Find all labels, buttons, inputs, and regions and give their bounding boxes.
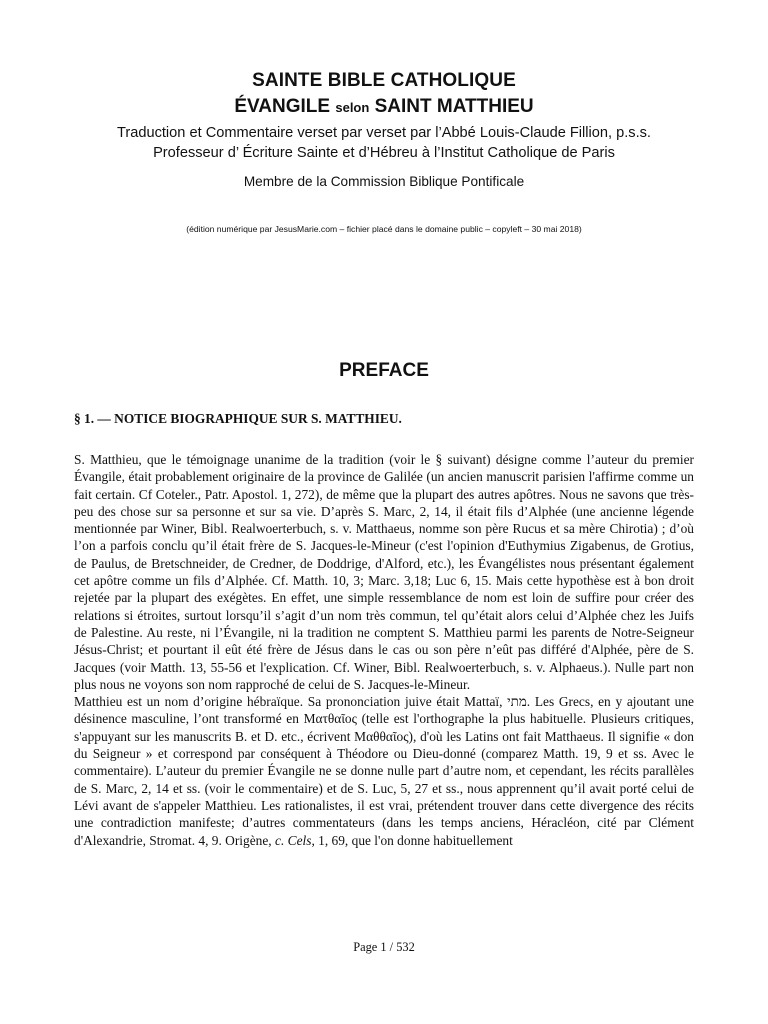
gospel-title-part1: ÉVANGILE (234, 96, 331, 117)
translator-line: Traduction et Commentaire verset par verset par l’Abbé Louis-Claude Fillion, p.s.s. (117, 125, 651, 141)
section-title: § 1. — NOTICE BIOGRAPHIQUE SUR S. MATTHIEU. (74, 411, 402, 426)
paragraph-2 (74, 693, 694, 849)
paragraph-2-text-b: , 1, 69, que l'on donne habituellement (311, 832, 513, 848)
bible-title: SAINTE BIBLE CATHOLIQUE (252, 70, 516, 91)
professor-line: Professeur d’ Écriture Sainte et d’Hébreu à l’Institut Catholique de Paris (153, 145, 615, 161)
edition-note: (édition numérique par JesusMarie.com – fichier placé dans le domaine public – copyleft – 30 mai 2018) (186, 224, 582, 234)
gospel-title-part3: SAINT MATTHIEU (374, 96, 534, 117)
preface-heading: PREFACE (339, 360, 429, 381)
gospel-title (0, 96, 768, 118)
page-number: Page 1 / 532 (353, 940, 415, 954)
paragraph-1: S. Matthieu, que le témoignage unanime de la tradition (voir le § suivant) désigne comme l’auteur du premier Évangile, était probablement originaire de la province de Galilée (un ancien manuscrit parisien l'affirme comme un fait certain. Cf Coteler., Patr. Apostol. 1, 272), de même que la plupart des autres apôtres. Nous ne savons que très-peu des chose sur sa personne et sur sa vie. D’après S. Marc, 2, 14, il était fils d’Alphée (une ancienne légende mentionnée par Winer, Bibl. Realwoerterbuch, s. v. Matthaeus, nomme son père Rucus et sa mère Chirotia) ; d’où l’on a parfois conclu qu’il était frère de S. Jacques-le-Mineur (c'est l'opinion d'Euthymius Zigabenus, de Grotius, de Paulus, de Bretschneider, de Credner, de Doddrige, d'Alford, etc.), les Évangélistes nous présentant également cet apôtre comme un fils d’Alphée. Cf. Matth. 10, 3; Marc. 3,18; Luc 6, 15. Mais cette hypothèse est à bon droit rejetée par la plupart des exégètes. En effet, une simple ressemblance de nom est loin de suffire pour créer des relations si étroites, surtout lorsqu’il s’agit d’un nom très commun, tel qu’était alors celui d’Alphée chez les Juifs de Palestine. Au reste, ni l’Évangile, ni la tradition ne comptent S. Matthieu parmi les parents de Notre-Seigneur Jésus-Christ; et pourtant il eût été frère de Jésus dans le cas ou son père n’eût pas différé d'Alphée, père de S. Jacques (voir Matth. 13, 55-56 et l'explication. Cf. Winer, Bibl. Realwoerterbuch, s. v. Alphaeus.). Nulle part non plus nous ne voyons son nom rapproché de celui de S. Jacques-le-Mineur. (74, 452, 694, 692)
body-text (74, 451, 694, 849)
gospel-title-part2: selon (335, 100, 370, 115)
commission-line: Membre de la Commission Biblique Pontificale (243, 174, 525, 189)
paragraph-2-italic: c. Cels (275, 832, 312, 848)
paragraph-2-text-a: Matthieu est un nom d’origine hébraïque. Sa prononciation juive était Mattaï, מתי. Les Grecs, en y ajoutant une désinence masculine, l’ont transformé en Ματθαῖος (telle est l'orthographe la plus habituelle. Plusieurs critiques, s'appuyant sur les manuscrits B. et D. etc., écrivent Μαθθαῖος), d'où les Latins ont fait Matthaeus. Il signifie « don du Seigneur » et correspond par conséquent à Théodore ou Dieu-donné (comparez Matth. 19, 9 et ss. Avec le commentaire). L’auteur du premier Évangile ne se donne nulle part d’autre nom, et cependant, les récits parallèles de S. Marc, 2, 14 et ss. (voir le commentaire) et de S. Luc, 5, 27 et ss., nous apprennent qu’il avait porté celui de Lévi avant de s'appeler Matthieu. Les rationalistes, il est vrai, prétendent trouver dans cette divergence des récits une contradiction manifeste; d’autres commentateurs (dans les temps anciens, Héracléon, cité par Clément d'Alexandrie, Stromat. 4, 9. Origène, (74, 694, 694, 848)
